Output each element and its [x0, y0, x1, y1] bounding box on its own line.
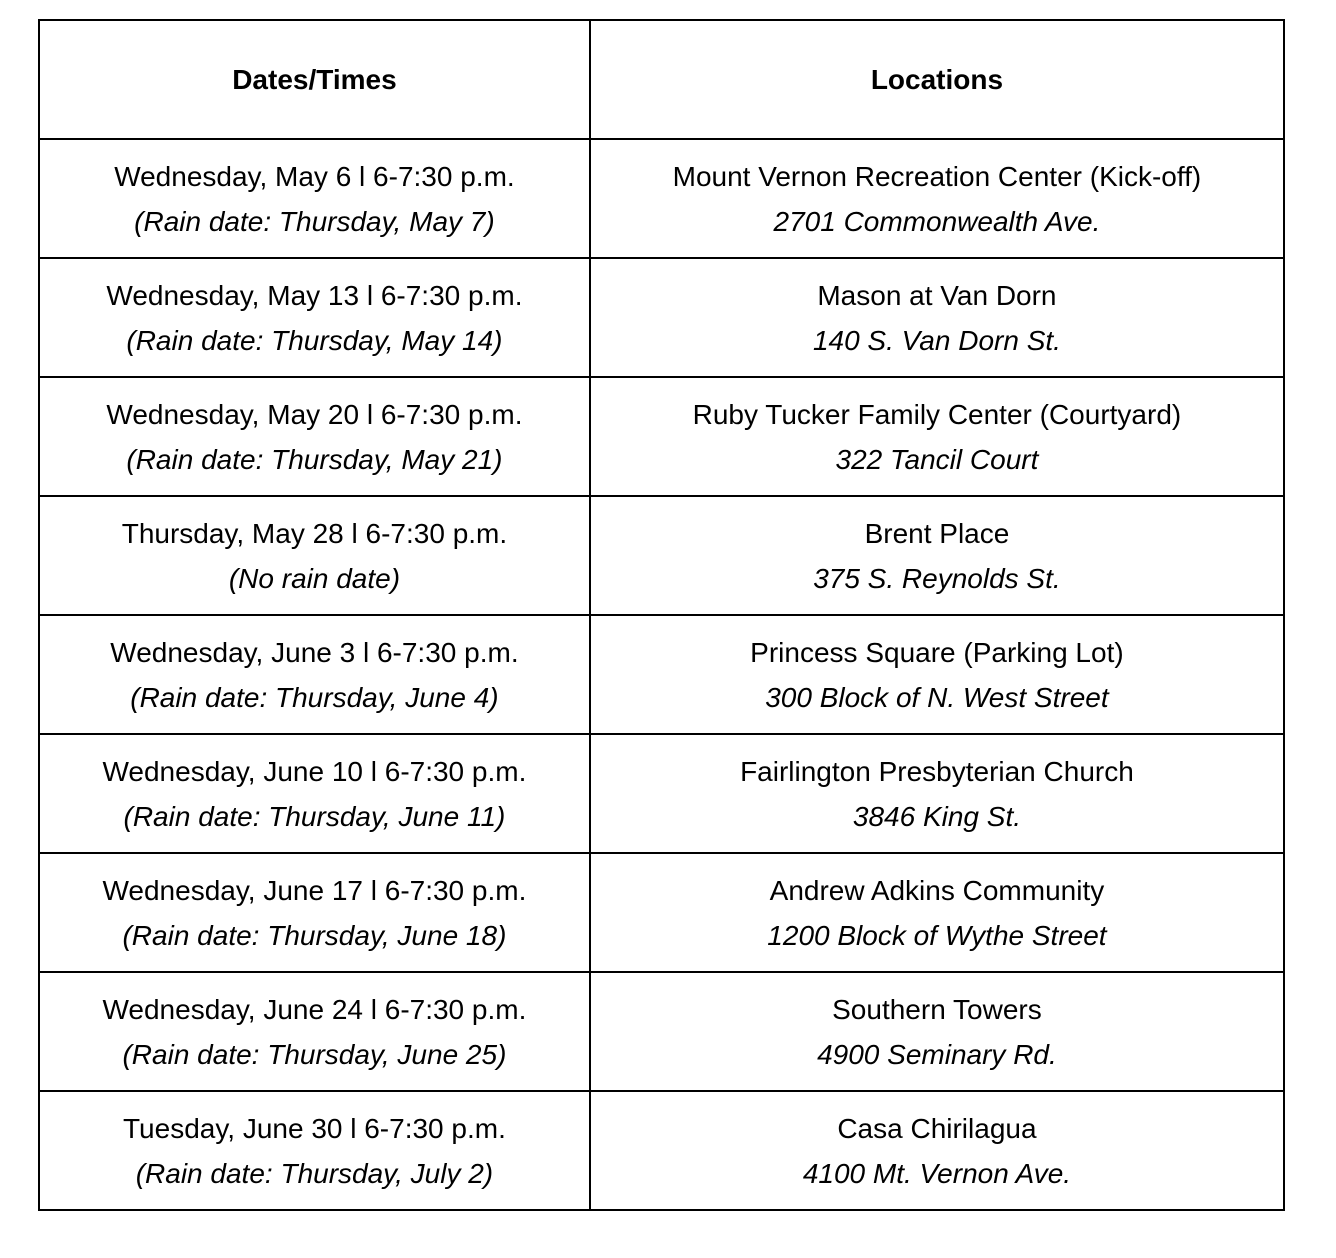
address-text: 4900 Seminary Rd. [817, 1038, 1057, 1070]
table-row [39, 734, 1284, 853]
location-name-text: Southern Towers [832, 993, 1042, 1025]
date-time-text: Wednesday, June 17 l 6-7:30 p.m. [102, 874, 527, 906]
table-row [39, 853, 1284, 972]
rain-date-text: (Rain date: Thursday, June 25) [122, 1038, 507, 1070]
header-row [39, 20, 1284, 139]
date-time-text: Wednesday, May 20 l 6-7:30 p.m. [106, 398, 523, 430]
location-name-text: Princess Square (Parking Lot) [750, 636, 1124, 668]
date-time-text: Wednesday, May 6 l 6-7:30 p.m. [114, 160, 515, 192]
rain-date-text: (Rain date: Thursday, June 18) [122, 919, 507, 951]
table-row [39, 1091, 1284, 1210]
address-text: 140 S. Van Dorn St. [812, 324, 1061, 356]
schedule-table [38, 19, 1285, 1211]
location-cell [590, 615, 1284, 734]
date-time-text: Wednesday, June 3 l 6-7:30 p.m. [110, 636, 519, 668]
location-name-text: Casa Chirilagua [837, 1112, 1037, 1144]
header-dates-times: Dates/Times [39, 20, 590, 139]
date-cell [39, 734, 590, 853]
address-text: 322 Tancil Court [835, 443, 1039, 475]
address-text: 375 S. Reynolds St. [813, 562, 1061, 594]
address-text: 1200 Block of Wythe Street [767, 919, 1107, 951]
date-time-text: Thursday, May 28 l 6-7:30 p.m. [121, 517, 508, 549]
location-name-text: Ruby Tucker Family Center (Courtyard) [692, 398, 1182, 430]
location-name-text: Andrew Adkins Community [769, 874, 1105, 906]
date-cell [39, 972, 590, 1091]
date-cell [39, 139, 590, 258]
date-cell [39, 377, 590, 496]
date-time-text: Wednesday, June 24 l 6-7:30 p.m. [102, 993, 527, 1025]
location-cell [590, 1091, 1284, 1210]
date-cell [39, 258, 590, 377]
rain-date-text: (Rain date: Thursday, May 7) [134, 205, 495, 237]
location-name-text: Mason at Van Dorn [817, 279, 1057, 311]
date-cell [39, 615, 590, 734]
rain-date-text: (Rain date: Thursday, July 2) [135, 1157, 494, 1189]
rain-date-text: (Rain date: Thursday, June 11) [123, 800, 506, 832]
rain-date-text: (Rain date: Thursday, June 4) [130, 681, 499, 713]
date-cell [39, 1091, 590, 1210]
address-text: 2701 Commonwealth Ave. [773, 205, 1101, 237]
table-row [39, 139, 1284, 258]
address-text: 4100 Mt. Vernon Ave. [802, 1157, 1072, 1189]
location-cell [590, 377, 1284, 496]
location-name-text: Mount Vernon Recreation Center (Kick-off) [672, 160, 1202, 192]
location-cell [590, 496, 1284, 615]
rain-date-text: (No rain date) [228, 562, 401, 594]
location-name-text: Fairlington Presbyterian Church [740, 755, 1134, 787]
rain-date-text: (Rain date: Thursday, May 21) [126, 443, 503, 475]
location-name-text: Brent Place [864, 517, 1010, 549]
rain-date-text: (Rain date: Thursday, May 14) [126, 324, 503, 356]
date-time-text: Wednesday, June 10 l 6-7:30 p.m. [102, 755, 527, 787]
address-text: 300 Block of N. West Street [765, 681, 1109, 713]
date-cell [39, 853, 590, 972]
location-cell [590, 139, 1284, 258]
table-row [39, 615, 1284, 734]
table-row [39, 258, 1284, 377]
address-text: 3846 King St. [852, 800, 1021, 832]
table-row [39, 377, 1284, 496]
header-locations: Locations [590, 20, 1284, 139]
table-row [39, 972, 1284, 1091]
date-time-text: Tuesday, June 30 l 6-7:30 p.m. [122, 1112, 506, 1144]
location-cell [590, 258, 1284, 377]
location-cell [590, 972, 1284, 1091]
date-time-text: Wednesday, May 13 l 6-7:30 p.m. [106, 279, 523, 311]
date-cell [39, 496, 590, 615]
location-cell [590, 734, 1284, 853]
location-cell [590, 853, 1284, 972]
table-row [39, 496, 1284, 615]
